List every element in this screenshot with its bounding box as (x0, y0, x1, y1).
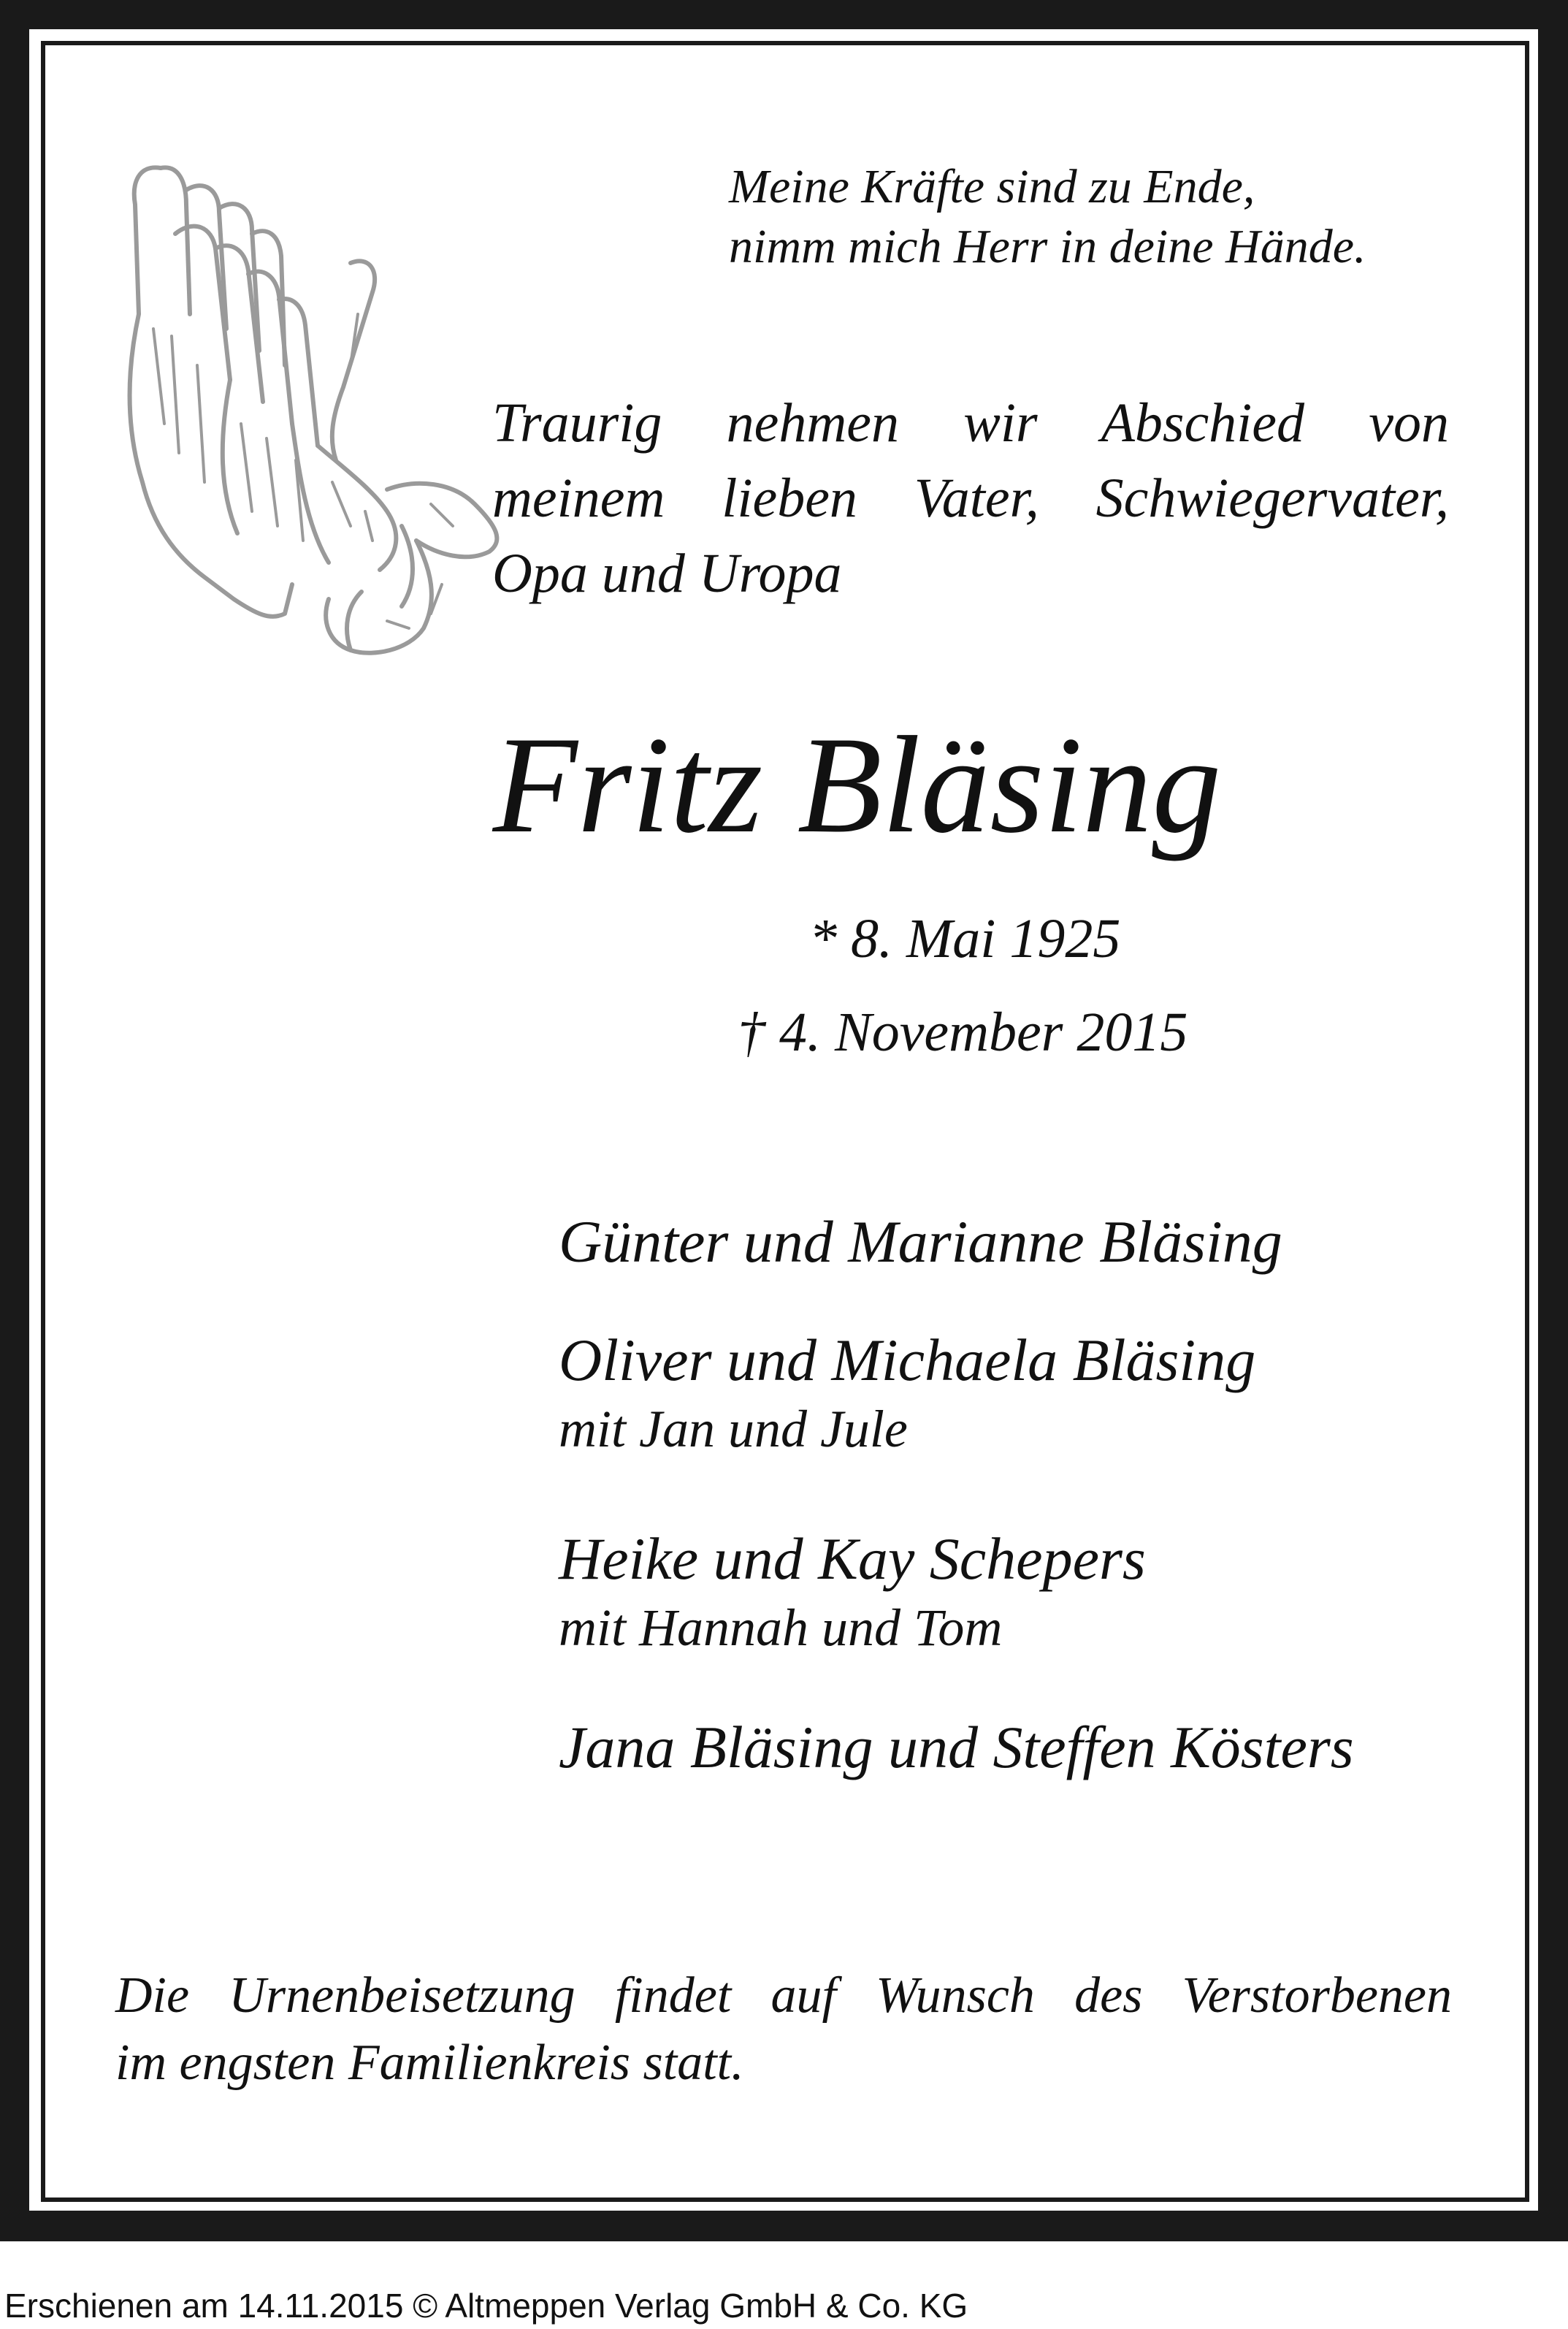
motto-line-2: nimm mich Herr in deine Hände. (729, 220, 1366, 273)
closing-note (115, 1962, 1452, 2097)
deceased-name: Fritz Bläsing (492, 709, 1222, 862)
mourners-list (559, 1205, 1508, 1784)
motto-verse (729, 157, 1366, 277)
mourner-3-children: mit Hannah und Tom (559, 1598, 1003, 1657)
intro-text (492, 386, 1449, 611)
death-date: † 4. November 2015 (738, 1002, 1188, 1063)
intro-line-2: meinem lieben Vater, Schwiegervater, (492, 468, 1449, 529)
mourner-3: Heike und Kay Schepers (559, 1525, 1146, 1592)
closing-line-2: im engsten Familienkreis statt. (115, 2035, 744, 2091)
mourner-2-children: mit Jan und Jule (559, 1400, 908, 1458)
intro-line-3: Opa und Uropa (492, 543, 842, 604)
mourner-2: Oliver und Michaela Bläsing (559, 1327, 1256, 1393)
intro-line-1: Traurig nehmen wir Abschied von (492, 392, 1449, 454)
closing-line-1: Die Urnenbeisetzung findet auf Wunsch des Verstorbenen (115, 1967, 1452, 2024)
praying-hands-icon (110, 146, 511, 672)
mourner-4: Jana Bläsing und Steffen Kösters (559, 1714, 1354, 1780)
mourner-1: Günter und Marianne Bläsing (559, 1208, 1282, 1275)
publication-footer: Erschienen am 14.11.2015 © Altmeppen Verlag GmbH & Co. KG (4, 2287, 968, 2325)
motto-line-1: Meine Kräfte sind zu Ende, (729, 160, 1255, 213)
birth-date: * 8. Mai 1925 (809, 908, 1121, 969)
